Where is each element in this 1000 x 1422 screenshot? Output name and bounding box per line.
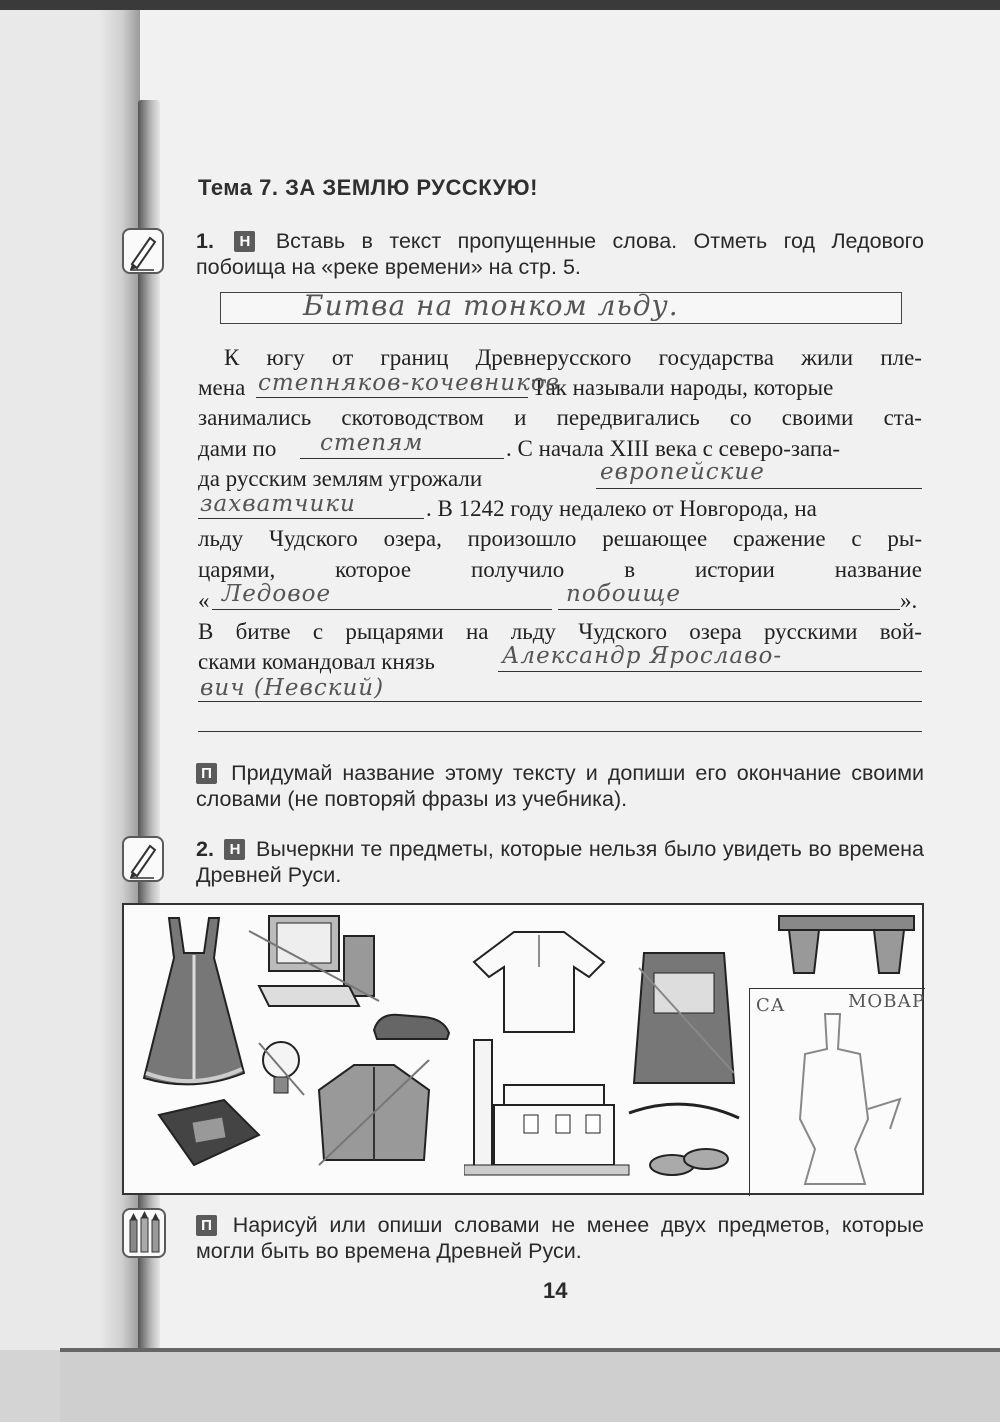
book-spine bbox=[0, 10, 140, 1350]
body-line-7: льду Чудского озера, произошло решающее сражение с ры- bbox=[198, 526, 922, 551]
task2-level-badge: Н bbox=[224, 839, 245, 860]
blank-battle-2[interactable] bbox=[558, 609, 900, 610]
body-line-3: занимались скотоводством и передвигались со своими ста- bbox=[198, 405, 922, 430]
body-line-11: сками командовал князь bbox=[198, 649, 435, 674]
body-line-10: В битве с рыцарями на льду Чудского озера русскими вой- bbox=[198, 619, 922, 644]
handwritten-battle-1: Ледовое bbox=[222, 581, 332, 607]
fortress-icon bbox=[464, 1035, 634, 1185]
blank-steppes[interactable] bbox=[300, 458, 504, 459]
jacket-icon[interactable] bbox=[309, 1055, 439, 1175]
handwritten-prince-1: Александр Ярославо- bbox=[502, 643, 783, 669]
handwritten-nomads: степняков-кочевников bbox=[258, 370, 561, 396]
body-line-9: « ». bbox=[198, 588, 918, 613]
shirt-icon bbox=[469, 927, 609, 1037]
body-line-1: К югу от границ Древнерусского государства жили пле- bbox=[224, 345, 922, 370]
bench-icon bbox=[774, 911, 919, 981]
samovar-label-1: СА bbox=[756, 995, 786, 1016]
train-icon[interactable] bbox=[624, 913, 744, 1123]
handwritten-battle-2: побоище bbox=[566, 581, 681, 607]
sneaker-icon[interactable] bbox=[369, 1005, 454, 1045]
task2-text: Вычеркни те предметы, которые нельзя было увидеть во времена Древней Руси. bbox=[196, 837, 924, 887]
blank-invaders-2[interactable] bbox=[198, 518, 424, 519]
bottom-scan-area bbox=[60, 1352, 1000, 1422]
samovar-drawing-cell[interactable] bbox=[749, 988, 925, 1196]
page-number: 14 bbox=[543, 1278, 568, 1303]
body-line-4: дами по . С начала XIII века с северо-запа- bbox=[198, 436, 841, 461]
blank-line-extra-2[interactable] bbox=[198, 731, 922, 732]
blank-prince-1[interactable] bbox=[498, 671, 922, 672]
handwritten-invaders-1: европейские bbox=[600, 459, 765, 485]
book-icon bbox=[154, 1095, 264, 1175]
samovar-sketch-icon bbox=[770, 1009, 920, 1194]
blank-line-extra-1[interactable] bbox=[198, 701, 922, 702]
pencil-icon bbox=[122, 836, 164, 882]
handwritten-steppes: степям bbox=[320, 430, 424, 456]
body-line-2: мена Так называли народы, которые bbox=[198, 375, 834, 400]
pencil-icon bbox=[122, 228, 164, 274]
topic-title: Тема 7. ЗА ЗЕМЛЮ РУССКУЮ! bbox=[198, 175, 538, 200]
task1-sub-badge: П bbox=[196, 763, 217, 784]
blank-battle-1[interactable] bbox=[212, 609, 552, 610]
top-scan-edge bbox=[0, 0, 1000, 10]
task2-subtask bbox=[196, 1212, 924, 1264]
bast-shoes-icon bbox=[644, 1135, 734, 1185]
task1-instruction bbox=[196, 228, 924, 280]
task2-number: 2. bbox=[196, 837, 214, 861]
handwritten-title: Битва на тонком льду. bbox=[303, 289, 679, 322]
handwritten-invaders-2: захватчики bbox=[200, 491, 356, 517]
body-line-8: царями, которое получило в истории название bbox=[198, 557, 922, 582]
handwritten-prince-2: вич (Невский) bbox=[200, 675, 385, 701]
task2-subtask-text: Нарисуй или опиши словами не менее двух предметов, которые могли быть во времена Древней Руси. bbox=[196, 1213, 924, 1263]
body-line-5: да русским землям угрожали bbox=[198, 466, 483, 491]
handwritten-title-box bbox=[220, 289, 902, 324]
task1-subtask bbox=[196, 760, 924, 812]
task2-sub-badge: П bbox=[196, 1215, 217, 1236]
colored-pencils-icon bbox=[122, 1208, 166, 1258]
task1-text: Вставь в текст пропущенные слова. Отметь год Ледового побоища на «реке времени» на стр. 5. bbox=[196, 229, 925, 279]
blank-invaders-1[interactable] bbox=[596, 488, 922, 489]
blank-nomads[interactable] bbox=[256, 397, 528, 398]
task1-level-badge: Н bbox=[234, 231, 255, 252]
computer-icon[interactable] bbox=[239, 911, 389, 1021]
samovar-label-2: МОВАР bbox=[848, 991, 926, 1012]
sarafan-icon[interactable] bbox=[134, 913, 254, 1103]
items-picture-box bbox=[122, 903, 924, 1195]
task1-number: 1. bbox=[196, 229, 214, 253]
task1-subtask-text: Придумай название этому тексту и допиши его окончание своими словами (не повторяй фразы из учебника). bbox=[196, 761, 924, 811]
task2-instruction bbox=[196, 836, 924, 888]
